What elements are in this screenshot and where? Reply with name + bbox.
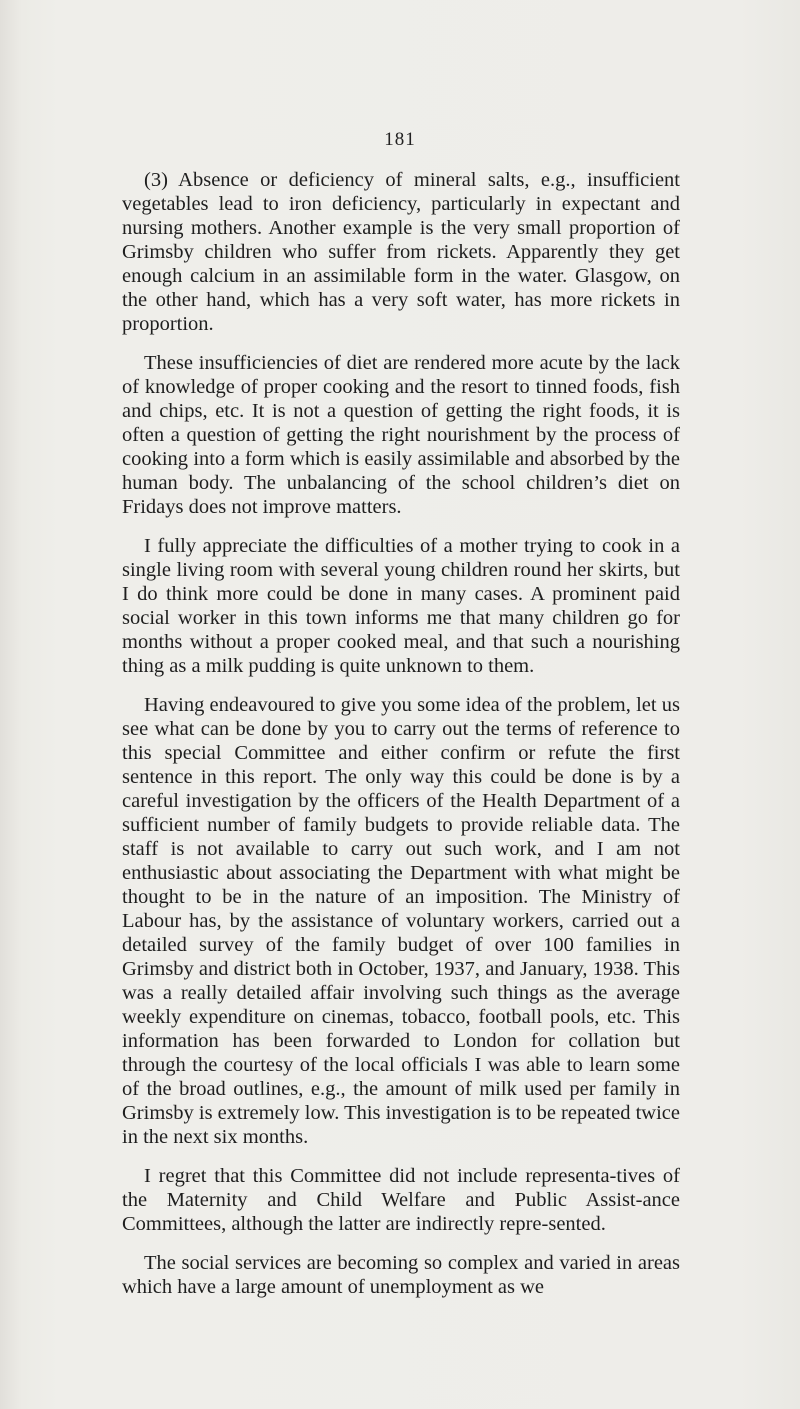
paragraph-insufficiencies-of-diet: These insufficiencies of diet are rendered more acute by the lack of knowledge of proper cooking and the resort to tinned foods, fish and chips, etc. It is not a question of getting the right foods, it is often a question of getting the right nourishment by the process of cooking into a form which is easily assimilable and absorbed by the human body. The unbalancing of the school children’s diet on Fridays does not improve matters. bbox=[122, 352, 680, 518]
page-number: 181 bbox=[384, 129, 416, 150]
paragraph-family-budgets: Having endeavoured to give you some idea of the problem, let us see what can be done by you to carry out the terms of reference to this special Committee and either confirm or refute the first sentence in this report. The only way this could be done is by a careful investigation by the officers of the Health Department of a sufficient number of family budgets to provide reliable data. The staff is not available to carry out such work, and I am not enthusiastic about associating the Department with what might be thought to be in the nature of an imposition. The Ministry of Labour has, by the assistance of voluntary workers, carried out a detailed survey of the family budget of over 100 families in Grimsby and district both in October, 1937, and January, 1938. This was a really detailed affair involving such things as the average weekly expenditure on cinemas, tobacco, football pools, etc. This information has been forwarded to London for collation but through the courtesy of the local officials I was able to learn some of the broad outlines, e.g., the amount of milk used per family in Grimsby is extremely low. This investigation is to be repeated twice in the next six months. bbox=[122, 694, 680, 1148]
paragraph-mother-difficulties: I fully appreciate the difficulties of a mother trying to cook in a single living room with several young children round her skirts, but I do think more could be done in many cases. A prominent paid social worker in this town informs me that many children go for months without a proper cooked meal, and that such a nourishing thing as a milk pudding is quite unknown to them. bbox=[122, 535, 680, 677]
body-text bbox=[122, 168, 680, 1314]
paragraph-social-services: The social services are becoming so complex and varied in areas which have a large amount of unemployment as we bbox=[122, 1252, 680, 1298]
paragraph-mineral-salts: (3) Absence or deficiency of mineral salts, e.g., insufficient vegetables lead to iron deficiency, particularly in expectant and nursing mothers. Another example is the very small proportion of Grimsby children who suffer from rickets. Apparently they get enough calcium in an assimilable form in the water. Glasgow, on the other hand, which has a very soft water, has more rickets in proportion. bbox=[122, 169, 680, 335]
paragraph-committee-representation: I regret that this Committee did not include representa-tives of the Maternity and Child Welfare and Public Assist-ance Committees, although the latter are indirectly repre-sented. bbox=[122, 1165, 680, 1235]
